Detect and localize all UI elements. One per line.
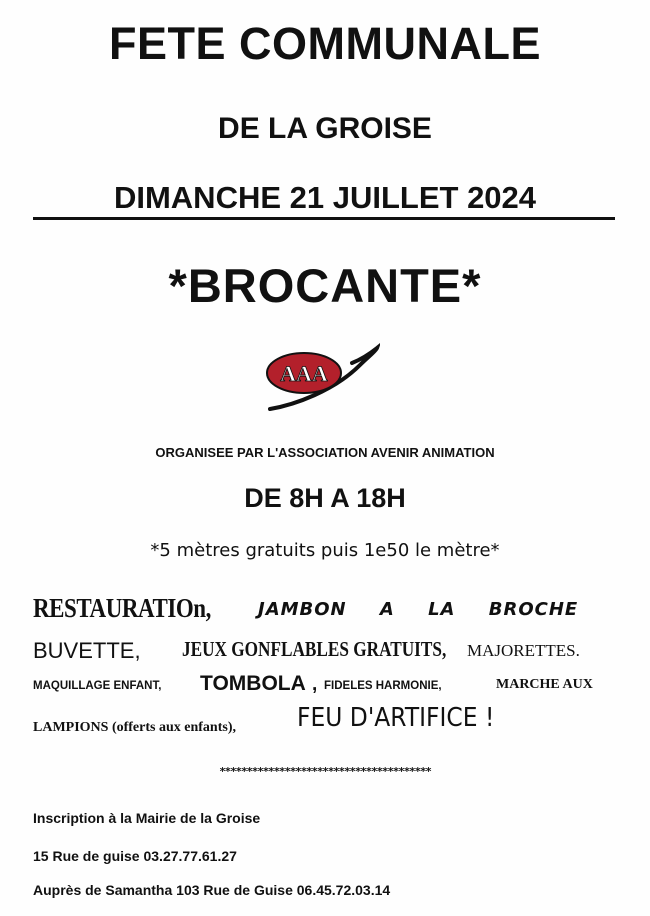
event-date: DIMANCHE 21 JUILLET 2024 [113,180,537,215]
registration-info: Inscription à la Mairie de la Groise [33,810,261,826]
activity-restauration: RESTAURATIOn, [33,593,211,623]
association-logo [264,343,380,413]
separator-stars: *************************************** [219,765,431,778]
poster-title: FETE COMMUNALE [109,18,541,69]
activity-lampions: LAMPIONS (offerts aux enfants), [33,720,236,735]
organiser-line: ORGANISEE PAR L'ASSOCIATION AVENIR ANIMATION [155,445,495,460]
activity-marche: MARCHE AUX [496,677,593,692]
poster-subtitle: DE LA GROISE [218,112,432,145]
activity-majorettes: MAJORETTES. [467,641,580,660]
event-name: *BROCANTE* [168,259,482,312]
activity-comma: , [312,674,318,695]
event-hours: DE 8H A 18H [244,483,406,513]
pricing-line: *5 mètres gratuits puis 1e50 le mètre* [150,540,500,561]
alternate-contact: Auprès de Samantha 103 Rue de Guise 06.45.72.03.14 [33,882,391,898]
activity-maquillage: MAQUILLAGE ENFANT, [33,680,162,692]
activity-jeux: JEUX GONFLABLES GRATUITS, [182,637,447,661]
activity-jambon: JAMBON A LA BROCHE [258,599,579,620]
activity-tombola: TOMBOLA [200,672,306,695]
address-info: 15 Rue de guise 03.27.77.61.27 [33,848,237,864]
activity-harmonie: FIDELES HARMONIE, [324,680,442,692]
date-underline [33,217,615,220]
activity-buvette: BUVETTE, [33,638,141,663]
activity-feu-artifice: FEU D'ARTIFICE ! [297,703,495,733]
logo-text: AAA [280,361,328,386]
